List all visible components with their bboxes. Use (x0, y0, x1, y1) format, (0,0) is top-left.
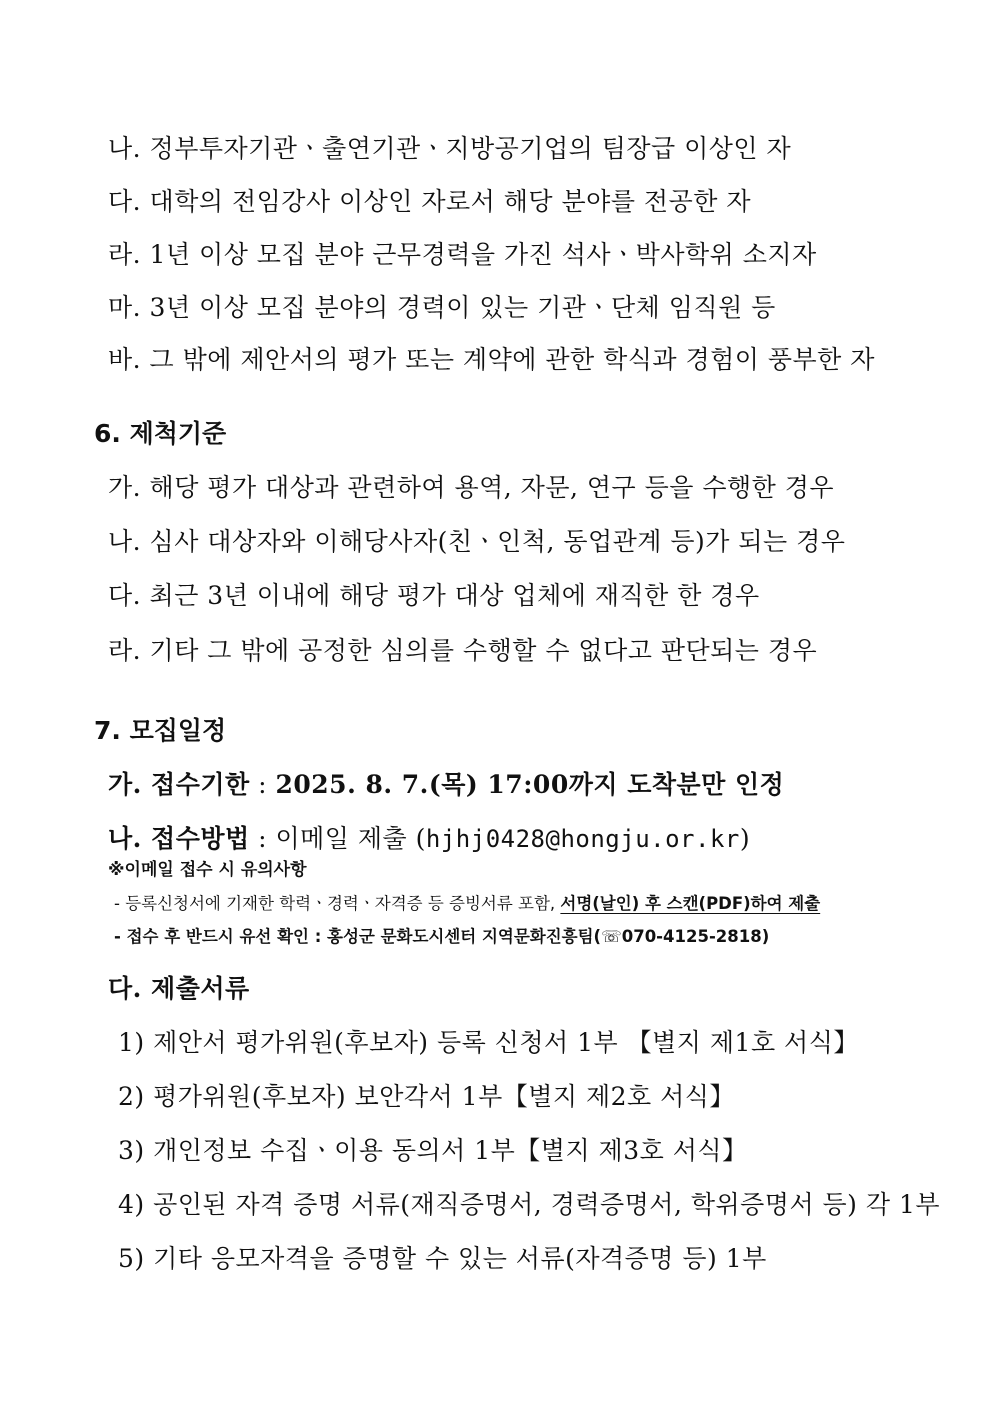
document-item: 2) 평가위원(후보자) 보안각서 1부【별지 제2호 서식】 (118, 1082, 735, 1111)
email-note-1-text: - 등록신청서에 기재한 학력ㆍ경력ㆍ자격증 등 증빙서류 포함, (114, 894, 561, 913)
method-separator: : (249, 824, 276, 853)
deadline-separator: : (249, 770, 276, 799)
document-item: 1) 제안서 평가위원(후보자) 등록 신청서 1부 【별지 제1호 서식】 (118, 1028, 859, 1057)
deadline-label: 가. 접수기한 (108, 770, 250, 799)
email-address[interactable]: hjhj0428@hongju.or.kr (425, 825, 740, 853)
qualification-item: 라. 1년 이상 모집 분야 근무경력을 가진 석사ㆍ박사학위 소지자 (108, 240, 817, 269)
email-note-2: - 접수 후 반드시 유선 확인 : 홍성군 문화도시센터 지역문화진흥팀(☏070-4125-2818) (114, 927, 770, 946)
qualification-item: 마. 3년 이상 모집 분야의 경력이 있는 기관ㆍ단체 임직원 등 (108, 293, 776, 322)
method-close: ) (739, 824, 751, 853)
exclusion-item: 다. 최근 3년 이내에 해당 평가 대상 업체에 재직한 한 경우 (108, 581, 760, 610)
exclusion-item: 나. 심사 대상자와 이해당사자(친ㆍ인척, 동업관계 등)가 되는 경우 (108, 527, 846, 556)
email-note-1-emphasis: 서명(날인) 후 스캔(PDF)하여 제출 (560, 894, 821, 913)
document-item: 3) 개인정보 수집ㆍ이용 동의서 1부【별지 제3호 서식】 (118, 1136, 748, 1165)
section-7-heading: 7. 모집일정 (94, 716, 227, 745)
email-note-title: ※이메일 접수 시 유의사항 (108, 860, 307, 880)
exclusion-item: 라. 기타 그 밖에 공정한 심의를 수행할 수 없다고 판단되는 경우 (108, 636, 818, 665)
qualification-item: 다. 대학의 전임강사 이상인 자로서 해당 분야를 전공한 자 (108, 187, 751, 216)
section-6-heading: 6. 제척기준 (94, 419, 227, 448)
email-note-1 (114, 890, 820, 914)
method-value: 이메일 제출 ( (275, 824, 426, 853)
exclusion-item: 가. 해당 평가 대상과 관련하여 용역, 자문, 연구 등을 수행한 경우 (108, 473, 835, 502)
document-item: 4) 공인된 자격 증명 서류(재직증명서, 경력증명서, 학위증명서 등) 각 1부 (118, 1190, 941, 1219)
deadline-value: 2025. 8. 7.(목) 17:00까지 도착분만 인정 (275, 770, 785, 799)
deadline-row (108, 765, 784, 801)
documents-heading: 다. 제출서류 (108, 974, 250, 1003)
method-label: 나. 접수방법 (108, 824, 250, 853)
qualification-item: 바. 그 밖에 제안서의 평가 또는 계약에 관한 학식과 경험이 풍부한 자 (108, 345, 875, 374)
qualification-item: 나. 정부투자기관ㆍ출연기관ㆍ지방공기업의 팀장급 이상인 자 (108, 134, 792, 163)
document-item: 5) 기타 응모자격을 증명할 수 있는 서류(자격증명 등) 1부 (118, 1244, 767, 1273)
method-row (108, 819, 750, 855)
